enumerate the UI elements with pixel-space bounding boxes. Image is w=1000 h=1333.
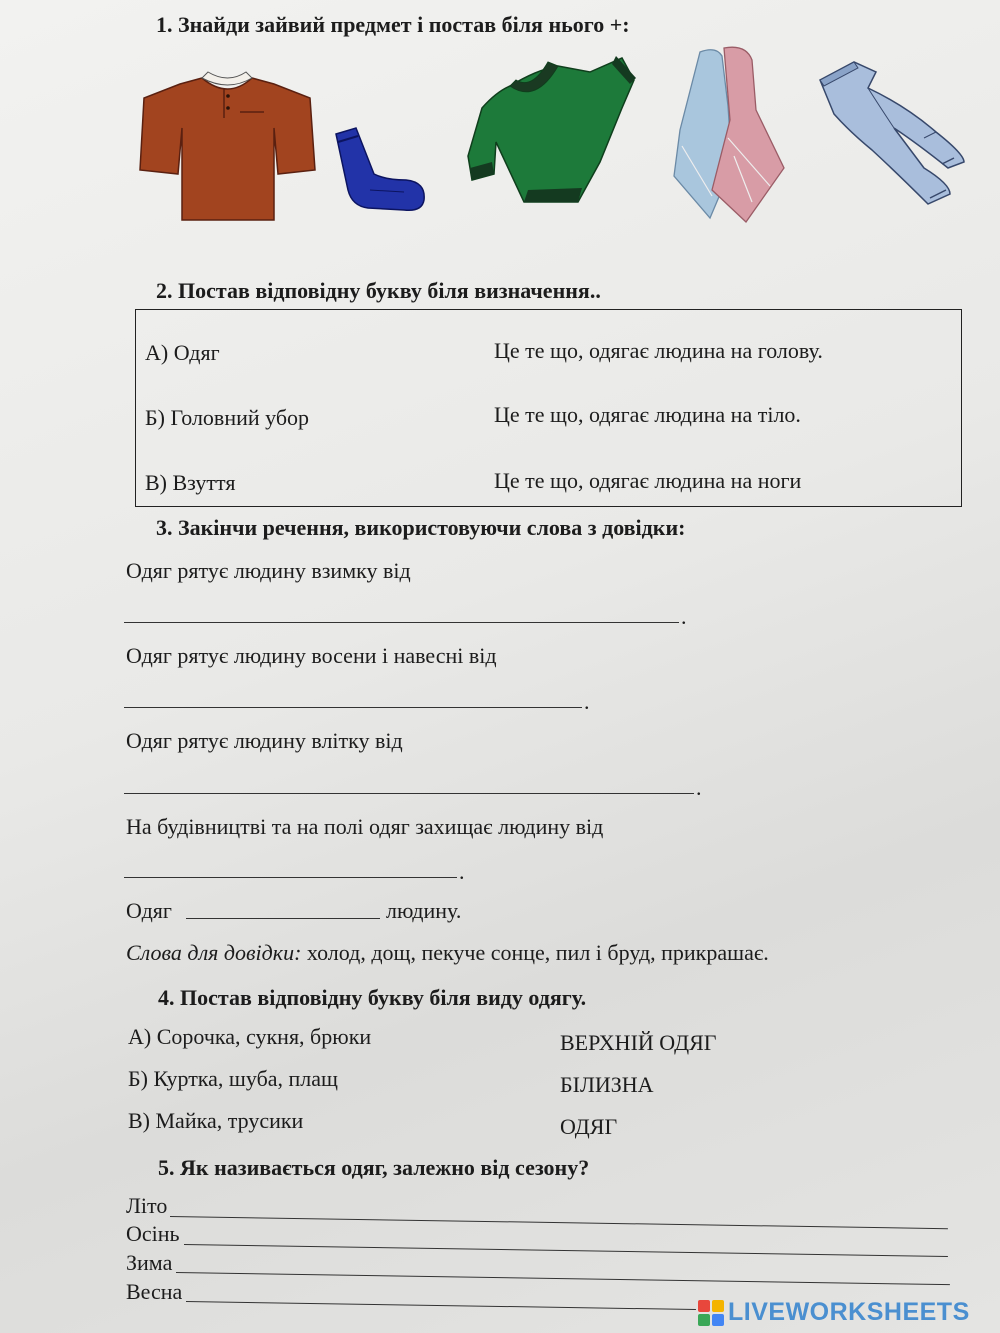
liveworksheets-logo-icon xyxy=(698,1300,724,1328)
q2-option-b: Б) Головний убор xyxy=(145,405,310,430)
q3-sentence-5-end: людину. xyxy=(386,898,462,923)
q5-season-2: Осінь xyxy=(126,1221,180,1246)
q3-answer-line-4[interactable] xyxy=(124,877,457,878)
q5-answer-line-1[interactable] xyxy=(170,1216,948,1229)
sweater-image[interactable] xyxy=(466,52,641,214)
q3-answer-line-2[interactable] xyxy=(124,707,582,708)
q2-option-c: В) Взуття xyxy=(145,470,236,495)
q4-category-2: БІЛИЗНА xyxy=(560,1072,654,1097)
q3-sentence-4: На будівництві та на полі одяг захищає людину від xyxy=(126,814,604,839)
q3-sentence-5-start: Одяг xyxy=(126,898,172,923)
q3-hint xyxy=(126,940,769,966)
q3-hint-words: холод, дощ, пекуче сонце, пил і бруд, прикрашає. xyxy=(301,940,769,965)
q2-definition-3: Це те що, одягає людина на ноги xyxy=(494,468,802,493)
q4-category-1: ВЕРХНІЙ ОДЯГ xyxy=(560,1030,717,1055)
q4-option-b: Б) Куртка, шуба, плащ xyxy=(128,1066,338,1091)
q3-dot-3: . xyxy=(696,775,702,800)
q3-hint-label: Слова для довідки: xyxy=(126,940,302,965)
q3-dot-1: . xyxy=(681,604,687,629)
q3-answer-line-5[interactable] xyxy=(186,918,380,919)
q3-sentence-3: Одяг рятує людину влітку від xyxy=(126,728,403,753)
q2-title: 2. Постав відповідну букву біля визначення.. xyxy=(156,278,601,303)
q5-answer-line-2[interactable] xyxy=(184,1244,948,1257)
q4-category-3: ОДЯГ xyxy=(560,1114,618,1139)
q3-answer-line-1[interactable] xyxy=(124,622,679,623)
q5-season-1: Літо xyxy=(126,1193,168,1218)
q5-title: 5. Як називається одяг, залежно від сезону? xyxy=(158,1155,590,1180)
q3-dot-4: . xyxy=(459,859,465,884)
q3-dot-2: . xyxy=(584,689,590,714)
q5-answer-line-4[interactable] xyxy=(186,1301,696,1310)
q5-season-3: Зима xyxy=(126,1250,173,1275)
liveworksheets-watermark[interactable]: LIVEWORKSHEETS xyxy=(728,1298,970,1326)
q3-title: 3. Закінчи речення, використовуючи слова з довідки: xyxy=(156,515,686,540)
q5-season-4: Весна xyxy=(126,1279,183,1304)
q2-definition-2: Це те що, одягає людина на тіло. xyxy=(494,402,801,427)
q3-sentence-1: Одяг рятує людину взимку від xyxy=(126,558,411,583)
shirt-image[interactable] xyxy=(140,70,315,225)
q3-sentence-2: Одяг рятує людину восени і навесні від xyxy=(126,643,497,668)
q3-answer-line-3[interactable] xyxy=(124,793,694,794)
handkerchiefs-image[interactable] xyxy=(672,46,797,224)
sock-image[interactable] xyxy=(334,128,429,213)
q4-option-c: В) Майка, трусики xyxy=(128,1108,304,1133)
jeans-image[interactable] xyxy=(814,58,969,206)
q4-option-a: А) Сорочка, сукня, брюки xyxy=(128,1024,372,1049)
q1-title: 1. Знайди зайвий предмет і постав біля нього +: xyxy=(156,12,630,37)
q5-answer-line-3[interactable] xyxy=(176,1272,950,1285)
q2-option-a: А) Одяг xyxy=(145,340,220,365)
q2-definition-1: Це те що, одягає людина на голову. xyxy=(494,338,823,363)
q4-title: 4. Постав відповідну букву біля виду одягу. xyxy=(158,985,587,1010)
